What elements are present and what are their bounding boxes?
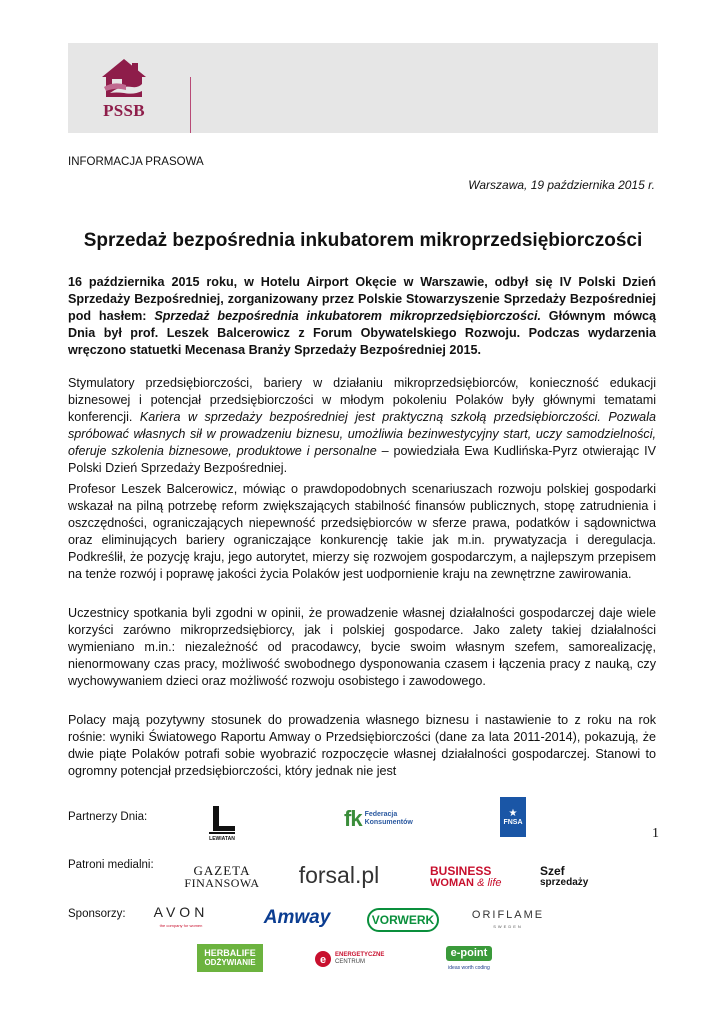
header-band <box>68 43 658 133</box>
szef-text-2: sprzedaży <box>540 877 589 888</box>
paragraph-1 <box>68 375 656 477</box>
fk-name-1: Federacja <box>364 811 398 818</box>
paragraph-4: Polacy mają pozytywny stosunek do prowadzenia własnego biznesu i nastawienie to z roku na rok rośnie: wyniki Światowego Raportu Amway o Przedsiębiorczości (dane za lata 2011-2014), pokazują, że dwie piąte Polaków potrafi sobie wyobrazić rozpoczęcie własnej działalności gospodarczej. Stanowi to ogromny potencjał przedsiębiorczości, który jednak nie jest <box>68 713 656 778</box>
p1-end: – powiedziała Ewa Kudlińska-Pyrz otwierając IV Polski Dzień Sprzedaży Bezpośredniej. <box>68 444 657 475</box>
gazeta-text-2: FINANSOWA <box>184 876 260 890</box>
svg-text:e: e <box>319 954 327 966</box>
avon-logo <box>150 906 212 932</box>
partners-label: Partnerzy Dnia: <box>68 811 148 823</box>
gazeta-text-1: GAZETA <box>193 863 251 878</box>
pssb-house-icon <box>98 57 150 101</box>
energetyczne-text-1: ENERGETYCZNE <box>335 952 385 958</box>
avon-text: AVON <box>153 904 209 920</box>
oriflame-sub: SWEDEN <box>493 924 523 929</box>
lewiatan-mark-icon <box>207 804 237 836</box>
p1-plain: Stymulatory przedsiębiorczości, bariery w działaniu mikroprzedsiębiorców, konieczność edukacji biznesowej i potencjał przedsiębiorczości w młodym pokoleniu Polaków były głównymi tematami konferencji. <box>68 376 656 424</box>
energetyczne-e-icon <box>314 950 332 968</box>
fk-name-2: Konsumentów <box>364 819 413 826</box>
herbalife-logo <box>197 944 263 972</box>
page-title: Sprzedaż bezpośrednia inkubatorem mikroprzedsiębiorczości <box>83 230 643 251</box>
paragraph-2: Profesor Leszek Balcerowicz, mówiąc o prawdopodobnych scenariuszach rozwoju polskiej gospodarki wskazał na pilną potrzebę reform zwiększających stabilność finansów publicznych, stopę zatrudnienia i oszczędności, ograniczających niepewność przedsiębiorców w sferze prawa, podatków i sądownictwa oraz eliminujących bariery ograniczające konkurencję takie jak m.in. prywatyzacja i deregulacja. Podkreślił, że pozycję kraju, jego autorytet, mierzy się rozwojem gospodarczym, a najlepszym przepisem na tenże rozwój i poprawę jakości życia Polaków jest uodpornienie kraju na zewnętrzne zawirowania. <box>68 482 656 581</box>
oriflame-text: ORIFLAME <box>471 909 545 921</box>
star-icon: ★ <box>508 808 518 819</box>
logo-text: PSSB <box>103 101 145 120</box>
press-release-label: INFORMACJA PRASOWA <box>68 156 204 168</box>
lead-part-1: 16 października 2015 roku, w Hotelu Airport Okęcie w Warszawie, odbył się IV Polski Dzień Sprzedaży Bezpośredniej, zorganizowany przez Polskie Stowarzyszenie Sprzedaży Bezpośredniej pod hasłem: <box>68 275 656 323</box>
lead-slogan: Sprzedaż bezpośrednia inkubatorem mikroprzedsiębiorczości. <box>154 309 541 323</box>
business-woman-logo <box>430 864 502 890</box>
forsal-logo <box>294 860 384 890</box>
lead-part-2: Głównym mówcą Dnia był prof. Leszek Balcerowicz z Forum Obywatelskiego Rozwoju. Podczas wydarzenia wręczono statuetki Mecenasa Branży Sprzedaży Bezpośredniej 2015. <box>68 309 656 357</box>
amway-logo <box>263 906 331 930</box>
p1-quote: Kariera w sprzedaży bezpośredniej jest praktyczną szkołą przedsiębiorczości. Pozwala spróbować własnych sił w prowadzeniu biznesu, umożliwia bezinwestycyjny start, uczy samodzielności, oferuje szkolenia biznesowe, produktowe i personalne <box>68 410 656 458</box>
fk-mark: fk <box>344 806 362 831</box>
dateline: Warszawa, 19 października 2015 r. <box>468 178 655 192</box>
e-point-text: e-point <box>446 946 493 961</box>
oriflame-logo <box>472 910 544 932</box>
herbalife-text-2: ODŻYWIANIE <box>204 958 256 967</box>
pssb-logo <box>98 57 162 127</box>
e-point-tagline: ideas worth coding <box>448 965 490 971</box>
e-point-logo <box>440 944 498 976</box>
bw-text-1: BUSINESS <box>430 864 492 878</box>
avon-tagline: the company for women <box>159 923 203 928</box>
fnsa-logo <box>500 797 526 837</box>
vorwerk-text: VORWERK <box>371 913 435 927</box>
bw-text-3: & life <box>477 877 502 889</box>
szef-text-1: Szef <box>540 864 565 878</box>
lewiatan-text: LEWIATAN <box>209 836 235 842</box>
sponsors-label: Sponsorzy: <box>68 908 126 920</box>
forsal-text: forsal.pl <box>298 861 380 888</box>
energetyczne-centrum-logo <box>314 946 390 972</box>
energetyczne-text-2: CENTRUM <box>335 959 365 965</box>
logo-divider <box>190 77 191 133</box>
lewiatan-logo <box>204 800 240 846</box>
herbalife-text-1: HERBALIFE <box>204 948 256 958</box>
paragraph-3: Uczestnicy spotkania byli zgodni w opinii, że prowadzenie własnej działalności gospodarczej daje wiele korzyści zarówno mikroprzedsiębiorcy, jak i polskiej gospodarce. Jako zalety takiej działalności wymieniano m.in.: niezależność od pracodawcy, bycie swoim własnym szefem, samorealizację, nienormowany czas pracy, możliwość swobodnego dysponowania czasem i łączenia pracy z nauką, czy wychowywaniem dzieci oraz możliwość rozwoju osobistego i zawodowego. <box>68 606 656 688</box>
bw-text-2: WOMAN <box>430 877 474 889</box>
vorwerk-logo <box>367 908 439 932</box>
fnsa-text: FNSA <box>503 819 523 826</box>
federacja-konsumentow-logo <box>344 804 424 834</box>
page-number: 1 <box>652 826 659 841</box>
media-patrons-label: Patroni medialni: <box>68 859 154 871</box>
amway-text: Amway <box>263 907 331 928</box>
gazeta-finansowa-logo <box>186 865 258 889</box>
lead-paragraph <box>68 274 656 359</box>
szef-sprzedazy-logo <box>540 864 598 890</box>
